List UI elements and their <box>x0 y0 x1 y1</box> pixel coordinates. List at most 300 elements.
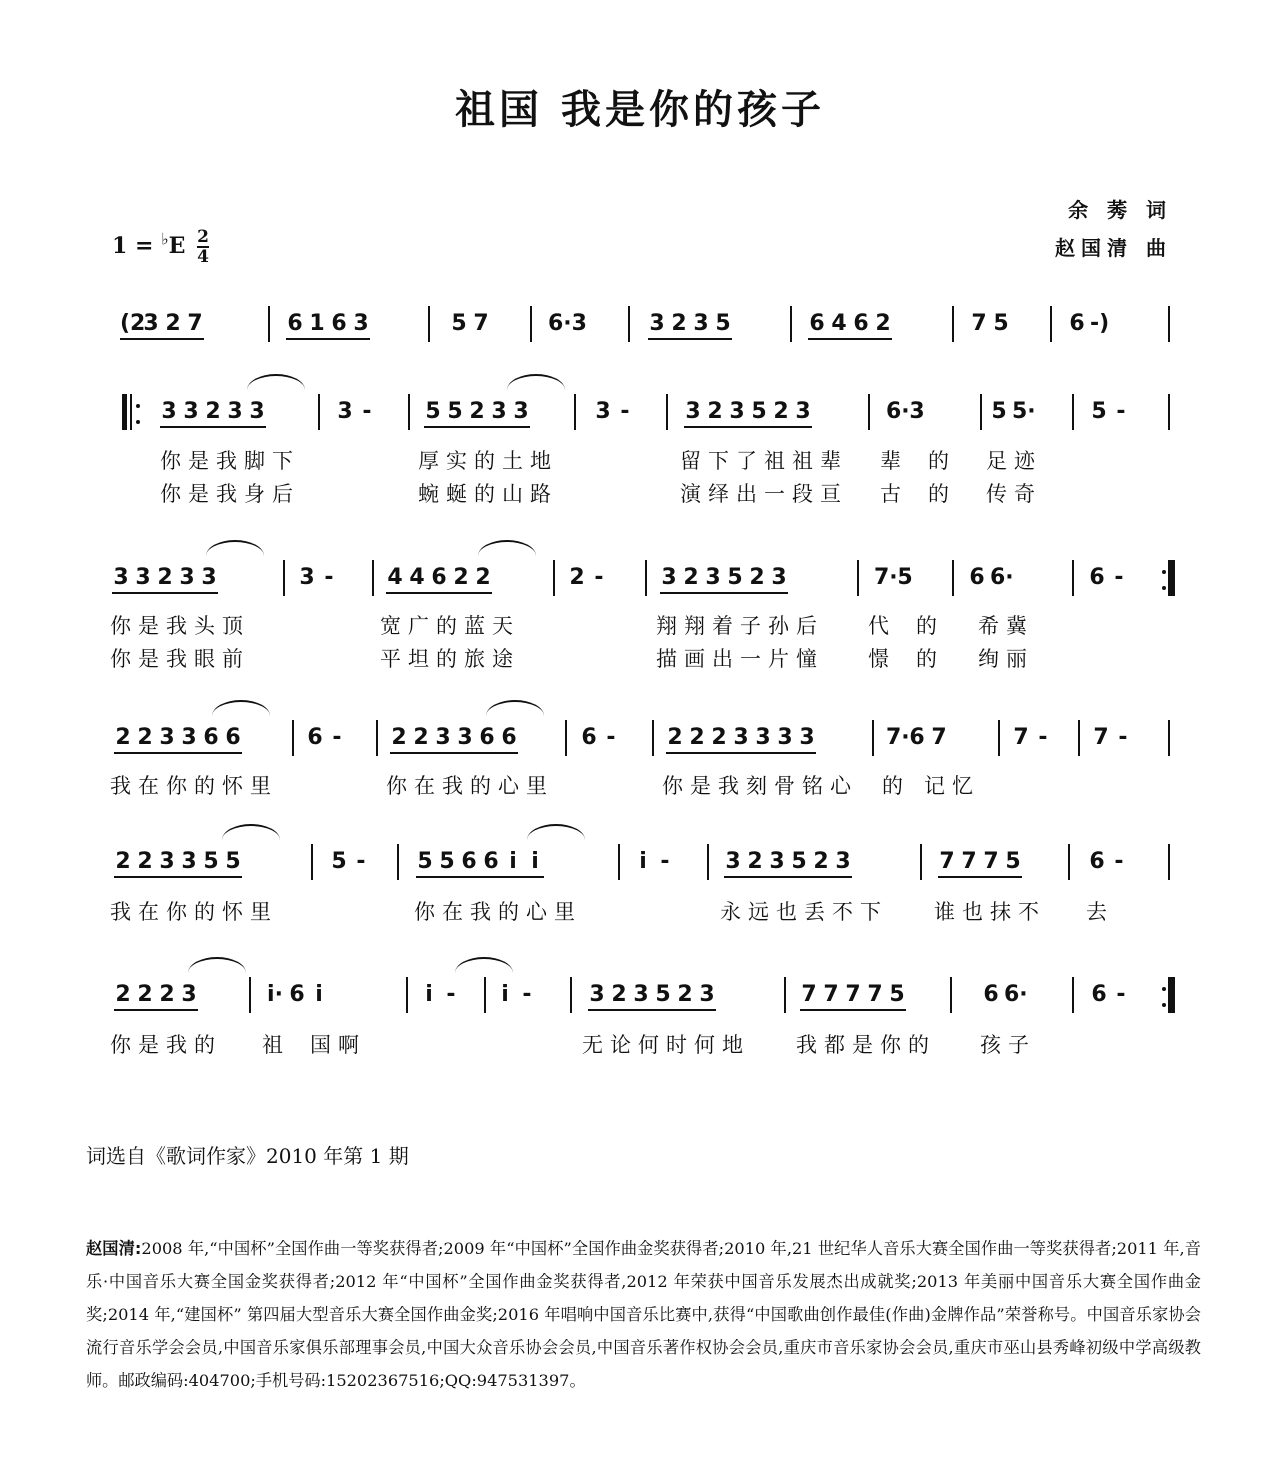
note: 5 <box>889 982 905 1007</box>
note: 3 <box>159 725 175 750</box>
note: 2 <box>159 982 175 1007</box>
note: 7· <box>886 725 910 750</box>
note: 6 <box>225 725 241 750</box>
note: 3 <box>249 399 265 424</box>
lyric-text: 的 <box>882 774 910 798</box>
note: 3 <box>299 565 315 590</box>
lyric-text: 你在我的心里 <box>414 900 582 924</box>
note: 5 <box>425 399 441 424</box>
note: 2 <box>677 982 693 1007</box>
slur-arc <box>507 374 565 390</box>
barline <box>1168 844 1170 880</box>
beam-underline <box>808 338 892 340</box>
slur-arc <box>478 540 536 556</box>
lyric-text: 我在你的怀里 <box>110 900 278 924</box>
score-line <box>0 849 1280 924</box>
note: 5 <box>791 849 807 874</box>
barline <box>1168 394 1170 430</box>
note: 3 <box>201 565 217 590</box>
score-line <box>0 312 1280 372</box>
lyric-text: 的 <box>916 614 944 638</box>
score-line <box>0 399 1280 506</box>
barline <box>707 844 709 880</box>
score-line <box>0 982 1280 1057</box>
bio-text: 2008 年,“中国杯”全国作曲一等奖获得者;2009 年“中国杯”全国作曲金奖获得者;2010 年,21 世纪华人音乐大赛全国作曲一等奖获得者;2011 年,音乐·中国音乐大赛全国金奖获得者;2012 年“中国杯”全国作曲金奖获得者,2012 年荣获中国音乐发展杰出成就奖;2013 年美丽中国音乐大赛全国作曲金奖;2014 年,“建国杯” 第四届大型音乐大赛全国作曲金奖;2016 年唱响中国音乐比赛中,获得“中国歌曲创作最佳(作曲)金牌作品”荣誉称号。中国音乐家协会流行音乐学会会员,中国音乐家俱乐部理事会员,中国大众音乐协会会员,中国音乐著作权协会会员,重庆市音乐家协会会员,重庆市巫山县秀峰初级中学高级教师。邮政编码:404700;手机号码:15202367516;QQ:947531397。 <box>86 1239 1201 1390</box>
barline <box>1050 306 1052 342</box>
note: 6 <box>289 982 305 1007</box>
note: 3 <box>649 311 665 336</box>
note: 7 <box>845 982 861 1007</box>
note: 3 <box>181 849 197 874</box>
note: 2 <box>137 982 153 1007</box>
barline <box>920 844 922 880</box>
note: 2 <box>115 849 131 874</box>
slur-arc <box>486 700 544 716</box>
lyric-text: 你是我头顶 <box>110 614 250 638</box>
note: 6·3 <box>548 311 587 336</box>
slur-arc <box>247 374 305 390</box>
slur-arc <box>455 957 513 973</box>
note: i <box>639 849 647 874</box>
note: 6 <box>287 311 303 336</box>
note: - <box>1114 565 1124 590</box>
repeat-end-barline <box>1170 560 1175 596</box>
beam-underline <box>648 338 732 340</box>
note: 2 <box>707 399 723 424</box>
note: 5· <box>1012 399 1036 424</box>
note: 2 <box>137 849 153 874</box>
lyric-text: 翔翔着子孙后 <box>656 614 824 638</box>
lyric-text: 我都是你的 <box>796 1033 936 1057</box>
repeat-dot <box>136 420 140 424</box>
barline <box>950 977 952 1013</box>
barline <box>872 720 874 756</box>
note: 2 <box>115 982 131 1007</box>
barline <box>628 306 630 342</box>
note: 6 <box>307 725 323 750</box>
barline <box>530 306 532 342</box>
slur-arc <box>527 824 585 840</box>
barline <box>318 394 320 430</box>
note: 5 <box>715 311 731 336</box>
barline <box>1168 306 1170 342</box>
lyric-text: 你是我眼前 <box>110 647 250 671</box>
barline <box>645 560 647 596</box>
note: 3 <box>353 311 369 336</box>
lyric-text: 辈 <box>880 449 908 473</box>
barline <box>428 306 430 342</box>
note: 3 <box>179 565 195 590</box>
note: 6 <box>969 565 985 590</box>
note: 5 <box>1091 399 1107 424</box>
note: 6 <box>1089 565 1105 590</box>
barline <box>283 560 285 596</box>
note: 5 <box>203 849 219 874</box>
repeat-dot <box>1162 1003 1166 1007</box>
note: 7· <box>874 565 898 590</box>
barline <box>952 306 954 342</box>
barline <box>784 977 786 1013</box>
lyric-text: 蜿蜒的山路 <box>418 482 558 506</box>
note: 3 <box>685 399 701 424</box>
note: 3 <box>795 399 811 424</box>
key-prefix: 1 = <box>112 233 162 259</box>
barline <box>372 560 374 596</box>
note: 5 <box>993 311 1009 336</box>
lyric-text: 去 <box>1086 900 1114 924</box>
beam-underline <box>800 1009 906 1011</box>
note: 6 <box>1069 311 1085 336</box>
barline <box>1072 560 1074 596</box>
note: 6· <box>886 399 910 424</box>
note: 3 <box>729 399 745 424</box>
flat-icon: ♭ <box>161 229 169 249</box>
note: (2 <box>120 311 146 336</box>
barline <box>790 306 792 342</box>
barline <box>397 844 399 880</box>
repeat-dot <box>1162 586 1166 590</box>
note: 3 <box>693 311 709 336</box>
note: 3 <box>633 982 649 1007</box>
slur-arc <box>212 700 270 716</box>
note: - <box>332 725 342 750</box>
lyric-text: 你在我的心里 <box>386 774 554 798</box>
note: 5 <box>751 399 767 424</box>
note: 2 <box>391 725 407 750</box>
note: 2 <box>413 725 429 750</box>
note: 3 <box>159 849 175 874</box>
barline <box>998 720 1000 756</box>
note: i <box>425 982 433 1007</box>
note: 3 <box>143 311 159 336</box>
note: 3 <box>661 565 677 590</box>
note: 6 <box>203 725 219 750</box>
lyric-text: 足迹 <box>986 449 1042 473</box>
lyric-text: 我在你的怀里 <box>110 774 278 798</box>
lyric-text: 记忆 <box>924 774 980 798</box>
key-signature <box>112 228 209 266</box>
barline <box>553 560 555 596</box>
barline <box>565 720 567 756</box>
note: 3 <box>161 399 177 424</box>
note: 7 <box>867 982 883 1007</box>
barline <box>484 977 486 1013</box>
note: 6 <box>581 725 597 750</box>
note: 3 <box>733 725 749 750</box>
lyric-text: 厚实的土地 <box>418 449 558 473</box>
beam-underline <box>938 876 1022 878</box>
note: 3 <box>435 725 451 750</box>
note: 3 <box>113 565 129 590</box>
note: 1 <box>309 311 325 336</box>
lyric-text: 绚丽 <box>978 647 1034 671</box>
note: 3 <box>491 399 507 424</box>
lyric-text: 演绎出一段亘 <box>680 482 848 506</box>
beam-underline <box>684 426 812 428</box>
lyricist-credit: 余 莠 词 <box>1068 198 1172 222</box>
note: 7 <box>983 849 999 874</box>
lyric-text: 留下了祖祖辈 <box>680 449 848 473</box>
note: 2 <box>747 849 763 874</box>
beam-underline <box>424 426 530 428</box>
note: 3 <box>705 565 721 590</box>
note: 6 <box>483 849 499 874</box>
note: 5 <box>991 399 1007 424</box>
beam-underline <box>114 752 242 754</box>
note: i· <box>267 982 283 1007</box>
beam-underline <box>160 426 266 428</box>
note: - <box>324 565 334 590</box>
beam-underline <box>588 1009 716 1011</box>
note: 2 <box>157 565 173 590</box>
note: 2 <box>453 565 469 590</box>
note: 2 <box>711 725 727 750</box>
lyric-text: 你是我身后 <box>160 482 300 506</box>
lyric-text: 谁也抹不 <box>934 900 1046 924</box>
barline <box>570 977 572 1013</box>
beam-underline <box>416 876 544 878</box>
note: 7 <box>1093 725 1109 750</box>
time-signature <box>197 228 209 266</box>
note: 5 <box>439 849 455 874</box>
note: 3 <box>835 849 851 874</box>
note: 2 <box>773 399 789 424</box>
lyric-text: 你是我的 <box>110 1033 222 1057</box>
note: 5 <box>417 849 433 874</box>
note: 6 <box>461 849 477 874</box>
note: 3 <box>135 565 151 590</box>
note: 3 <box>799 725 815 750</box>
barline <box>376 720 378 756</box>
note: 3 <box>181 725 197 750</box>
note: 2 <box>813 849 829 874</box>
composer-credit: 赵国清 曲 <box>1055 236 1172 260</box>
beam-underline <box>112 592 218 594</box>
beam-underline <box>666 752 816 754</box>
note: - <box>660 849 670 874</box>
note: 6 <box>1089 849 1105 874</box>
note: 3 <box>771 565 787 590</box>
note: 3 <box>699 982 715 1007</box>
note: i <box>531 849 539 874</box>
repeat-dot <box>136 404 140 408</box>
lyric-text: 平坦的旅途 <box>380 647 520 671</box>
note: 6 <box>431 565 447 590</box>
barline <box>574 394 576 430</box>
beam-underline <box>724 876 852 878</box>
note: 2 <box>683 565 699 590</box>
barline <box>311 844 313 880</box>
note: - <box>1116 399 1126 424</box>
lyric-text: 希冀 <box>978 614 1034 638</box>
note: 7 <box>931 725 947 750</box>
note: 2 <box>115 725 131 750</box>
barline <box>408 394 410 430</box>
lyric-text: 无论何时何地 <box>582 1033 750 1057</box>
slur-arc <box>188 957 246 973</box>
note: 3 <box>725 849 741 874</box>
beam-underline <box>386 592 492 594</box>
note: 4 <box>387 565 403 590</box>
lyric-text: 传奇 <box>986 482 1042 506</box>
barline <box>666 394 668 430</box>
barline <box>857 560 859 596</box>
lyric-text: 你是我刻骨铭心 <box>662 774 858 798</box>
note: i <box>315 982 323 1007</box>
beam-underline <box>390 752 518 754</box>
composer-bio <box>86 1232 1201 1397</box>
note: 2 <box>205 399 221 424</box>
note: 5 <box>331 849 347 874</box>
note: - <box>1118 725 1128 750</box>
note: 7 <box>823 982 839 1007</box>
lyric-text: 国啊 <box>310 1033 366 1057</box>
note: 2 <box>137 725 153 750</box>
note: 5 <box>897 565 913 590</box>
note: 7 <box>801 982 817 1007</box>
note: 7 <box>971 311 987 336</box>
beam-underline <box>120 338 204 340</box>
note: 6 <box>809 311 825 336</box>
note: 2 <box>469 399 485 424</box>
barline <box>618 844 620 880</box>
note: -) <box>1090 311 1110 336</box>
note: 7 <box>939 849 955 874</box>
note: 2 <box>671 311 687 336</box>
note: - <box>1114 849 1124 874</box>
note: 3 <box>769 849 785 874</box>
barline <box>292 720 294 756</box>
time-bottom: 4 <box>197 247 209 267</box>
note: 3 <box>181 982 197 1007</box>
note: 3 <box>595 399 611 424</box>
note: - <box>356 849 366 874</box>
barline <box>1068 844 1070 880</box>
note: - <box>606 725 616 750</box>
note: 7 <box>1013 725 1029 750</box>
note: 2 <box>689 725 705 750</box>
note: i <box>501 982 509 1007</box>
note: 2 <box>475 565 491 590</box>
note: - <box>522 982 532 1007</box>
note: 5 <box>225 849 241 874</box>
repeat-start-barline <box>122 394 127 430</box>
note: 6 <box>501 725 517 750</box>
barline <box>1168 720 1170 756</box>
note: 2 <box>165 311 181 336</box>
note: 6· <box>990 565 1014 590</box>
note: 6 <box>853 311 869 336</box>
note: 5 <box>727 565 743 590</box>
note: 6 <box>909 725 925 750</box>
note: 5 <box>655 982 671 1007</box>
note: 4 <box>831 311 847 336</box>
barline <box>652 720 654 756</box>
note: 2 <box>611 982 627 1007</box>
note: 5 <box>1005 849 1021 874</box>
lyric-text: 描画出一片憧 <box>656 647 824 671</box>
note: - <box>362 399 372 424</box>
note: 2 <box>569 565 585 590</box>
lyric-text: 永远也丢不下 <box>720 900 888 924</box>
bio-name: 赵国清: <box>86 1239 142 1258</box>
note: 6· <box>1004 982 1028 1007</box>
note: 3 <box>589 982 605 1007</box>
repeat-start-barline-thin <box>130 394 132 430</box>
beam-underline <box>114 1009 198 1011</box>
note: 3 <box>777 725 793 750</box>
note: - <box>1116 982 1126 1007</box>
barline <box>952 560 954 596</box>
note: 6 <box>983 982 999 1007</box>
lyric-text: 憬 <box>868 647 896 671</box>
note: 6 <box>331 311 347 336</box>
lyric-text: 你是我脚下 <box>160 449 300 473</box>
score-line <box>0 725 1280 798</box>
source-note: 词选自《歌词作家》2010 年第 1 期 <box>86 1144 409 1168</box>
slur-arc <box>222 824 280 840</box>
lyric-text: 祖 <box>262 1033 290 1057</box>
note: 7 <box>187 311 203 336</box>
lyric-text: 宽广的蓝天 <box>380 614 520 638</box>
score-line <box>0 565 1280 671</box>
barline <box>249 977 251 1013</box>
lyric-text: 的 <box>928 449 956 473</box>
note: 5 <box>447 399 463 424</box>
note: 2 <box>667 725 683 750</box>
key-name: E <box>168 233 186 259</box>
note: 5 <box>451 311 467 336</box>
note: - <box>1038 725 1048 750</box>
repeat-dot <box>1162 987 1166 991</box>
beam-underline <box>660 592 788 594</box>
lyric-text: 古 <box>880 482 908 506</box>
barline <box>1072 394 1074 430</box>
lyric-text: 孩子 <box>980 1033 1036 1057</box>
barline <box>868 394 870 430</box>
slur-arc <box>206 540 264 556</box>
repeat-end-barline <box>1170 977 1175 1013</box>
time-top: 2 <box>197 227 209 247</box>
note: 6 <box>479 725 495 750</box>
note: 2 <box>875 311 891 336</box>
barline <box>268 306 270 342</box>
note: 2 <box>749 565 765 590</box>
note: 6 <box>1091 982 1107 1007</box>
note: 3 <box>227 399 243 424</box>
note: 3 <box>909 399 925 424</box>
repeat-dot <box>1162 570 1166 574</box>
note: - <box>594 565 604 590</box>
song-title: 祖国 我是你的孩子 <box>455 86 825 133</box>
lyric-text: 的 <box>928 482 956 506</box>
barline <box>406 977 408 1013</box>
barline <box>980 394 982 430</box>
lyric-text: 的 <box>916 647 944 671</box>
beam-underline <box>286 338 370 340</box>
note: 3 <box>183 399 199 424</box>
beam-underline <box>114 876 242 878</box>
note: 3 <box>513 399 529 424</box>
note: 3 <box>755 725 771 750</box>
note: 7 <box>961 849 977 874</box>
note: i <box>509 849 517 874</box>
note: - <box>446 982 456 1007</box>
note: 3 <box>337 399 353 424</box>
note: 7 <box>473 311 489 336</box>
barline <box>1072 977 1074 1013</box>
note: - <box>620 399 630 424</box>
